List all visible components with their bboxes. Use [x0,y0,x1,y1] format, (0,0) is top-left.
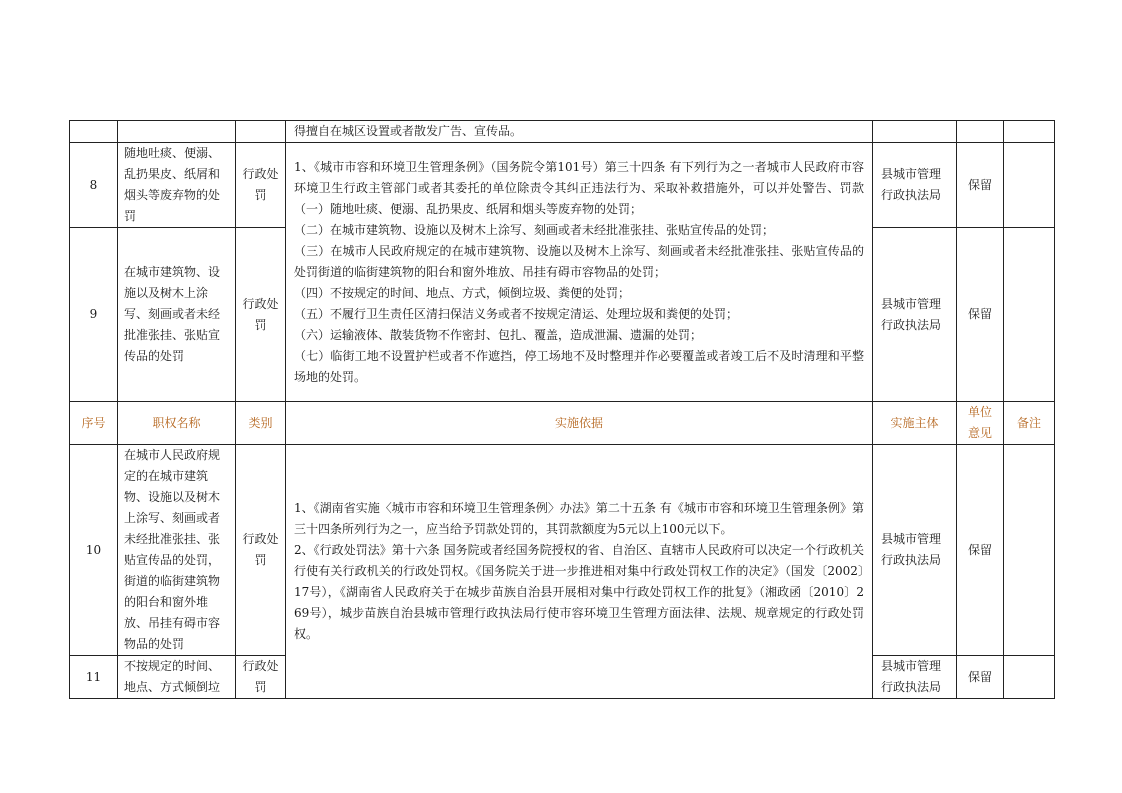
basis-10-11-p2: 2、《行政处罚法》第十六条 国务院或者经国务院授权的省、自治区、直辖市人民政府可以决定一个行政机关行使有关行政机关的行政处罚权。《国务院关于进一步推进相对集中行政处罚权工作的决定》（国发〔2002〕17号），《湖南省人民政府关于在城步苗族自治县开展相对集中行政处罚权工作的批复》（湘政函〔2010〕269号），城步苗族自治县城市管理行政执法局行使市容环境卫生管理方面法律、法规、规章规定的行政处罚权。 [294,543,864,641]
header-type: 类别 [236,402,286,445]
row-8-name: 随地吐痰、便溺、乱扔果皮、纸屑和烟头等废弃物的处罚 [118,143,236,228]
table-row-8 [70,143,1055,228]
header-basis: 实施依据 [286,402,873,445]
basis-8-9-p2: （二）在城市建筑物、设施以及树木上涂写、刻画或者未经批准张挂、张贴宣传品的处罚； [294,222,775,237]
row-9-opinion: 保留 [957,228,1004,402]
row-9-type: 行政处罚 [236,228,286,402]
row-10-name: 在城市人民政府规定的在城市建筑物、设施以及树木上涂写、刻画或者未经批准张挂、张贴宣传品的处罚，街道的临街建筑物的阳台和窗外堆放、吊挂有碍市容物品的处罚 [118,445,236,656]
continued-no-cell [70,121,118,143]
basis-8-9-p7: （七）临街工地不设置护栏或者不作遮挡，停工场地不及时整理并作必要覆盖或者竣工后不及时清理和平整场地的处罚。 [294,348,864,384]
header-opinion: 单位意见 [957,402,1004,445]
row-9-subject: 县城市管理行政执法局 [873,228,957,402]
table-row-10 [70,445,1055,656]
continued-row [70,121,1055,143]
authority-table [69,120,1055,699]
basis-8-9 [286,143,873,402]
basis-8-9-p5: （五）不履行卫生责任区清扫保洁义务或者不按规定清运、处理垃圾和粪便的处罚； [294,306,739,321]
header-no: 序号 [70,402,118,445]
row-10-opinion: 保留 [957,445,1004,656]
row-11-no: 11 [70,656,118,699]
row-8-remark [1004,143,1055,228]
row-8-opinion: 保留 [957,143,1004,228]
continued-opinion-cell [957,121,1004,143]
row-10-no: 10 [70,445,118,656]
row-10-subject: 县城市管理行政执法局 [873,445,957,656]
row-10-type: 行政处罚 [236,445,286,656]
basis-10-11 [286,445,873,699]
continued-remark-cell [1004,121,1055,143]
header-remark: 备注 [1004,402,1055,445]
row-11-subject: 县城市管理行政执法局 [873,656,957,699]
header-subject: 实施主体 [873,402,957,445]
basis-10-11-p1: 1、《湖南省实施〈城市市容和环境卫生管理条例〉办法》第二十五条 有《城市市容和环境卫生管理条例》第三十四条所列行为之一，应当给予罚款处罚的，其罚款额度为5元以上100元以下。 [294,501,864,536]
row-8-subject: 县城市管理行政执法局 [873,143,957,228]
row-8-no: 8 [70,143,118,228]
row-9-no: 9 [70,228,118,402]
continued-type-cell [236,121,286,143]
row-11-opinion: 保留 [957,656,1004,699]
row-8-type: 行政处罚 [236,143,286,228]
row-9-name: 在城市建筑物、设施以及树木上涂写、刻画或者未经批准张挂、张贴宣传品的处罚 [118,228,236,402]
header-name: 职权名称 [118,402,236,445]
table-header-row [70,402,1055,445]
row-11-remark [1004,656,1055,699]
row-9-remark [1004,228,1055,402]
row-10-remark [1004,445,1055,656]
continued-basis-cell: 得擅自在城区设置或者散发广告、宣传品。 [286,121,873,143]
basis-8-9-p4: （四）不按规定的时间、地点、方式，倾倒垃圾、粪便的处罚； [294,285,631,300]
continued-subject-cell [873,121,957,143]
basis-8-9-p6: （六）运输液体、散装货物不作密封、包扎、覆盖，造成泄漏、遗漏的处罚； [294,327,703,342]
basis-8-9-p3: （三）在城市人民政府规定的在城市建筑物、设施以及树木上涂写、刻画或者未经批准张挂、张贴宣传品的处罚街道的临街建筑物的阳台和窗外堆放、吊挂有碍市容物品的处罚； [294,243,864,279]
row-11-name: 不按规定的时间、地点、方式倾倒垃 [118,656,236,699]
row-11-type: 行政处罚 [236,656,286,699]
basis-8-9-p1: 1、《城市市容和环境卫生管理条例》（国务院令第101号）第三十四条 有下列行为之一者城市人民政府市容环境卫生行政主管部门或者其委托的单位除责令其纠正违法行为、采取补救措施外，可以并处警告、罚款 （一）随地吐痰、便溺、乱扔果皮、纸屑和烟头等废弃物的处罚； [294,159,864,216]
continued-name-cell [118,121,236,143]
